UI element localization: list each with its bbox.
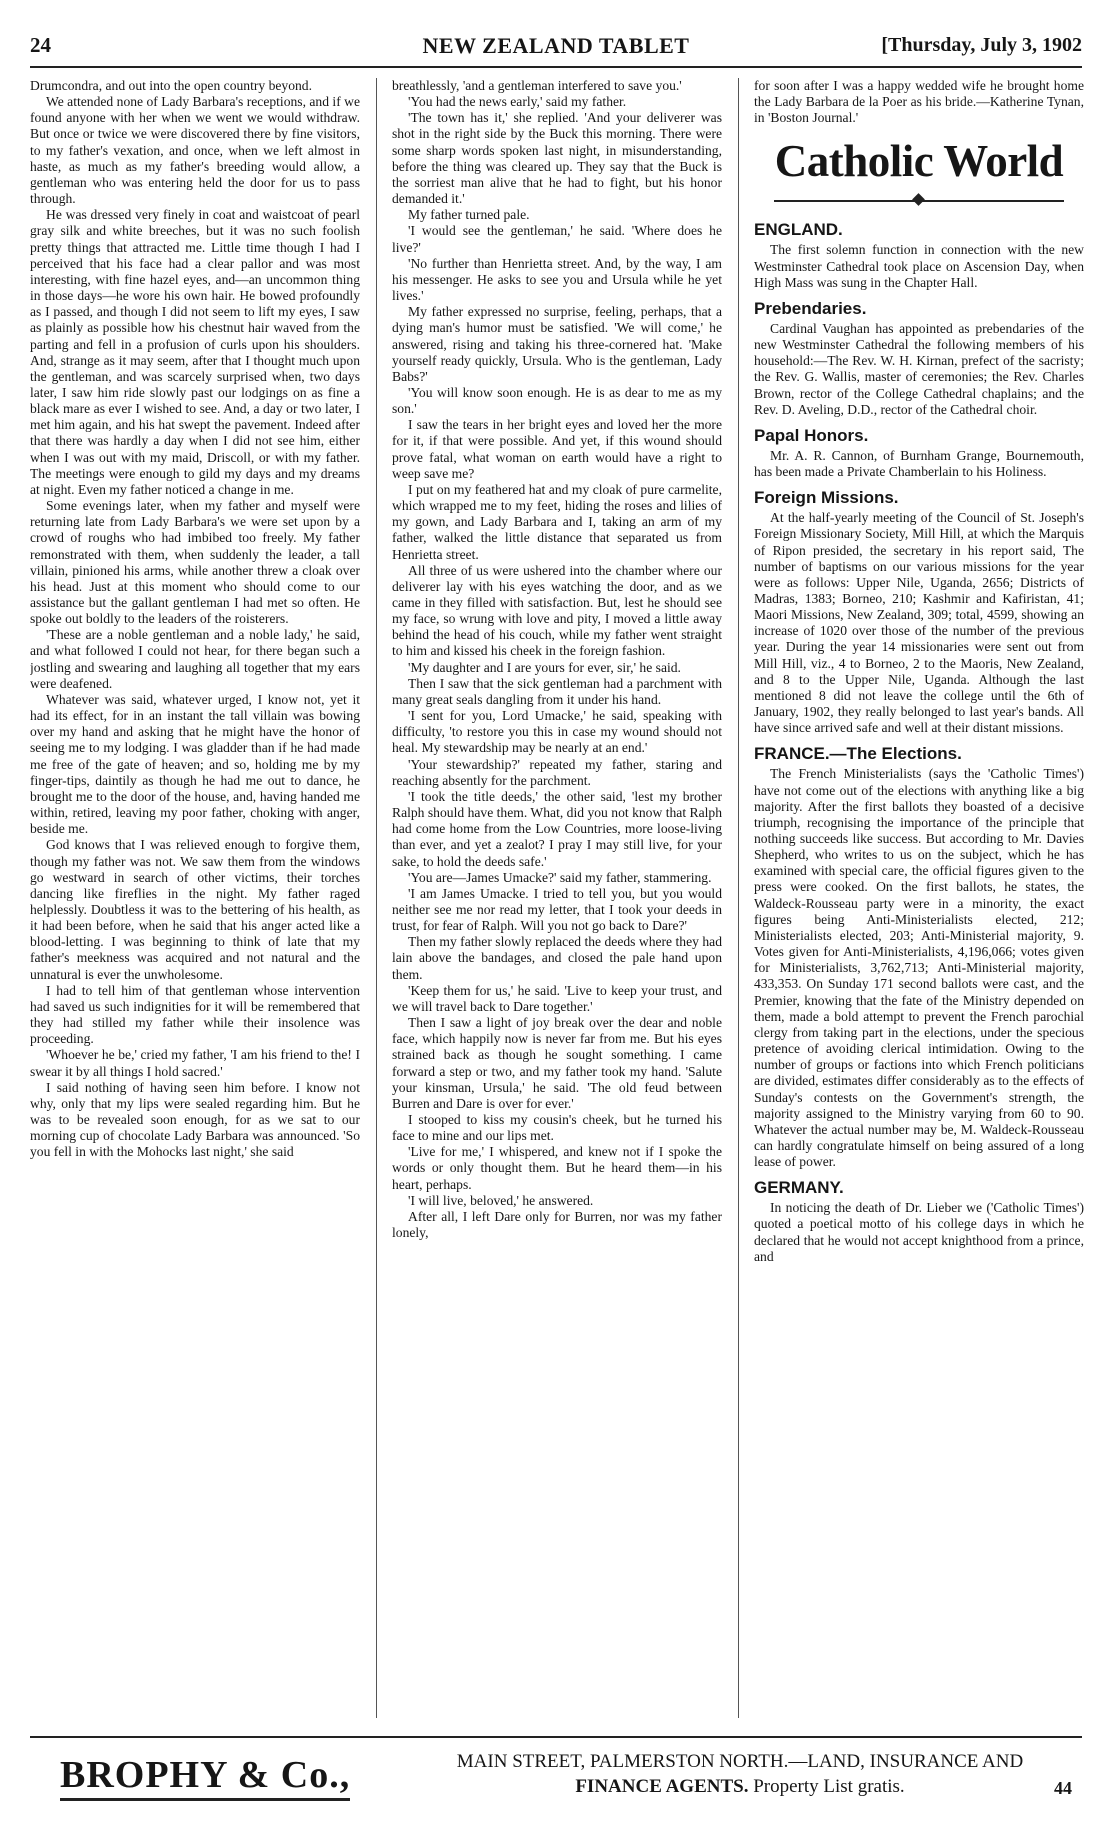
story-paragraph: 'You will know soon enough. He is as dear to me as my son.' (392, 384, 722, 417)
story-paragraph: 'My daughter and I are yours for ever, sir,' he said. (408, 659, 681, 675)
story-paragraph: All three of us were ushered into the chamber where our deliverer lay with his eyes watching the door, and as we came in they filled with satisfaction. But, lest he should see my face, so wrung with love and pity, I moved a little away behind the head of his couch, while my father went straight to him and kissed his cheek in the foreign fashion. (392, 562, 722, 659)
story-paragraph: 'The town has it,' she replied. 'And your deliverer was shot in the right side by the Buck this morning. There were some sharp words spoken last night, in misunderstanding, before the thing was cleared up. They say that the Buck is the sorriest man alive that he had to fight, but his honor demanded it.' (392, 110, 722, 207)
page-number: 24 (30, 33, 51, 57)
news-heading: FRANCE.—The Elections. (754, 744, 962, 764)
news-heading: Papal Honors. (754, 425, 869, 445)
story-paragraph: 'I would see the gentleman,' he said. 'Where does he live?' (392, 223, 722, 255)
advert-mark: 44 (1054, 1778, 1072, 1798)
news-paragraph: In noticing the death of Dr. Lieber we ('Catholic Times') quoted a poetical motto of his college days in which he declared that he would not accept knighthood from a prince, and (754, 1200, 1084, 1264)
advert-services (400, 1775, 1080, 1799)
catholic-world-column (754, 78, 1084, 1723)
issue-date: [Thursday, July 3, 1902 (881, 34, 1082, 56)
story-paragraph: I put on my feathered hat and my cloak of pure carmelite, which wrapped me to my feet, hiding the roses and lilies of my gown, and Lady Barbara and I, taking an arm of my father, walked the little distance that separated us from Henrietta street. (392, 481, 722, 562)
ornamental-rule (774, 194, 1064, 208)
story-column-1 (30, 78, 360, 1723)
news-paragraph: The first solemn function in connection with the new Westminster Cathedral took place on Ascension Day, when High Mass was sung in the Chapter Hall. (754, 242, 1084, 290)
story-paragraph: 'You had the news early,' said my father. (408, 94, 627, 110)
news-heading: GERMANY. (754, 1178, 844, 1198)
column-rule (376, 78, 377, 1718)
news-heading: Foreign Missions. (754, 488, 899, 508)
story-paragraph: 'Your stewardship?' repeated my father, staring and reaching absently for the parchment. (392, 756, 722, 788)
ornament-diamond (912, 194, 925, 207)
story-paragraph: Drumcondra, and out into the open country beyond. (30, 78, 313, 93)
news-paragraph: Cardinal Vaughan has appointed as prebendaries of the new Westminster Cathedral the following members of his household:—The Rev. W. H. Kirnan, prefect of the sacristy; the Rev. G. Wallis, master of ceremonies; the Rev. Charles Brown, rector of the College Cathedral chaplains; and the Rev. D. Aveling, D.D., rector of the Cathedral choir. (754, 320, 1084, 417)
news-paragraph: At the half-yearly meeting of the Council of St. Joseph's Foreign Missionary Society, Mill Hill, at which the Marquis of Ripon presided, the secretary in his report said, The number of baptisms on our various missions for the year were as follows: Upper Nile, Uganda, 2656; Districts of Madras, 1383; Borneo, 210; Kashmir and Kafiristan, 41; Maori Missions, New Zealand, 309; total, 4599, showing an increase of 1020 over those of the number of the previous year. During the year 14 missionaries were sent out from Mill Hill, viz., 4 to Borneo, 2 to the Maoris, New Zealand, and 8 to the Upper Nile, Uganda. Although the last mentioned 8 did not leave the college until the 6th of January, 1902, they really belonged to last year's bands. All have since arrived safe and well at their distant missions. (754, 510, 1084, 736)
news-paragraph: The French Ministerialists (says the 'Catholic Times') have not come out of the elections with anything like a big majority. After the first ballots they boasted of a decisive triumph, recognising the importance of the principle that nothing succeeds like success. But according to Mr. Davies Shepherd, who writes to us on the subject, which he has examined with special care, the official figures given to the press were cooked. On the first ballots, he states, the Waldeck-Rousseau party were in a minority, the exact figures being Anti-Ministerialists elected, 212; Ministerialists elected, 203; Anti-Ministerial majority, 9. Votes given for Anti-Ministerialists, 4,196,066; votes given for Ministerialists, 3,762,713; Anti-Ministerial majority, 433,353. On Sunday 171 second ballots were cast, and the Premier, knowing that the fate of the Ministry depended on them, made a bold attempt to prevent the French parochial clergy from taking part in the elections, under the specious pretence of avoiding clerical intimidation. Owing to the number of groups or factions into which French politicians are divided, estimates differ considerably as to the effects of Sunday's contests on the Government's strength, the majority assigned to the Ministry varying from 60 to 90. Whatever the actual number may be, M. Waldeck-Rousseau can hardly congratulate himself on being assured of a long lease of power. (754, 766, 1084, 1170)
newspaper-title: NEW ZEALAND TABLET (422, 33, 690, 58)
advert-address: MAIN STREET, PALMERSTON NORTH.—LAND, INSURANCE AND (456, 1751, 1024, 1772)
story-paragraph: I stooped to kiss my cousin's cheek, but he turned his face to mine and our lips met. (392, 1112, 722, 1144)
story-paragraph: 'I am James Umacke. I tried to tell you, but you would neither see me nor read my letter, that I took your deeds in trust, for fear of Ralph. Will you not go back to Dare?' (392, 885, 722, 934)
story-paragraph: 'You are—James Umacke?' said my father, stammering. (408, 869, 712, 885)
story-column-2 (392, 78, 722, 1723)
news-heading: ENGLAND. (754, 220, 843, 240)
story-paragraph: Some evenings later, when my father and myself were returning late from Lady Barbara's we were set upon by a crowd of roughs who had imbibed too freely. My father remonstrated with them, when suddenly the leader, a tall villain, pinioned his arms, while another threw a cloak over his head. Just at this moment who should come to our assistance but the gallant gentleman I had met so often. He spoke out boldly to the leaders of the roisterers. (30, 498, 360, 627)
story-paragraph: I saw the tears in her bright eyes and loved her the more for it, if that were possible. And yet, if this wound should prove fatal, what woman on earth would have a right to weep save me? (392, 417, 722, 481)
advert-company-name: BROPHY & Co., (60, 1752, 350, 1801)
story-paragraph: Then I saw a light of joy break over the dear and noble face, which happily now is never far from me. But his eyes strained back as though he sought something. I came forward a step or two, and my father took my hand. 'Salute your kinsman, Ursula,' he said. 'The old feud between Burren and Dare is over for ever.' (392, 1015, 722, 1111)
advert-property-list: Property List gratis. (753, 1776, 905, 1797)
story-paragraph: 'I took the title deeds,' the other said, 'lest my brother Ralph should have them. What, did you not know that Ralph had come home from the Low Countries, more loose-living than ever, and yet a zealot? I pray I may still live, for your sake, to hold the deeds safe.' (392, 788, 722, 869)
story-paragraph: After all, I left Dare only for Burren, nor was my father lonely, (392, 1208, 722, 1241)
story-paragraph: 'I sent for you, Lord Umacke,' he said, speaking with difficulty, 'to restore you this in case my wound should not heal. My stewardship may be nearly at an end.' (392, 708, 722, 756)
story-paragraph: 'Whoever he be,' cried my father, 'I am his friend to the! I swear it by all things I hold sacred.' (30, 1047, 360, 1079)
story-paragraph: 'Live for me,' I whispered, and knew not if I spoke the words or only thought them. But he heard them—in his heart, perhaps. (392, 1144, 722, 1192)
story-paragraph: God knows that I was relieved enough to forgive them, though my father was not. We saw them from the windows go westward in search of other victims, their torches dancing like fireflies in the night. My father raged helplessly. Doubtless it was to the bettering of his health, as it had been before, when he said that his anger acted like a blood-letting. I was beginning to think of late that my father's meekness was acquired and not natural and the unnatural is ever the unwholesome. (30, 837, 360, 982)
story-paragraph: breathlessly, 'and a gentleman interfered to save you.' (392, 78, 682, 93)
story-paragraph: Whatever was said, whatever urged, I know not, yet it had its effect, for in an instant the tall villain was bowing over my hand and asking that he might have the honor of seeing me to my lodging. I was gladder than if he had made me free of the gate of heaven; and so, holding me by my finger-tips, daintily as though he had me out to dance, he brought me to the door of the house, and, having handed me within, retired, leaving my poor father, choking with anger, beside me. (30, 691, 360, 837)
story-paragraph: My father expressed no surprise, feeling, perhaps, that a dying man's humor must be satisfied. 'We will come,' he answered, rising and taking his three-cornered hat. 'Make yourself ready quickly, Ursula. Who is the gentleman, Lady Babs?' (392, 304, 722, 384)
story-paragraph: Then my father slowly replaced the deeds where they had lain above the bandages, and closed the pale hand upon them. (392, 934, 722, 982)
story-paragraph: 'I will live, beloved,' he answered. (408, 1192, 594, 1208)
story-paragraph: 'These are a noble gentleman and a noble lady,' he said, and what followed I could not hear, for there began such a jostling and swearing and laughing all together that my ears were deafened. (30, 627, 360, 691)
news-paragraph: Mr. A. R. Cannon, of Burnham Grange, Bournemouth, has been made a Private Chamberlain to his Holiness. (754, 447, 1084, 480)
column-rule (738, 78, 739, 1718)
story-paragraph: We attended none of Lady Barbara's receptions, and if we found anyone with her when we went we would withdraw. But once or twice we were discovered there by fine visitors, to my father's vexation, and once, when we left almost in haste, as much as my father's breeding would allow, a gentleman who was entering held the door for us to pass through. (30, 94, 360, 207)
story-paragraph: My father turned pale. (408, 207, 530, 223)
story-paragraph: I said nothing of having seen him before. I know not why, only that my lips were sealed regarding him. But he was to be revealed soon enough, for as we sat to our morning cup of chocolate Lady Barbara was announced. 'So you fell in with the Mohocks last night,' she said (30, 1079, 360, 1160)
story-paragraph: 'No further than Henrietta street. And, by the way, I am his messenger. He asks to see you and Ursula while he yet lives.' (392, 255, 722, 304)
story-conclusion: for soon after I was a happy wedded wife he brought home the Lady Barbara de la Poer as his bride.—Katherine Tynan, in 'Boston Journal.' (754, 78, 1084, 126)
section-title: Catholic World (774, 136, 1064, 187)
story-paragraph: 'Keep them for us,' he said. 'Live to keep your trust, and we will travel back to Dare together.' (392, 982, 722, 1014)
footer-rule (30, 1736, 1082, 1738)
story-paragraph: Then I saw that the sick gentleman had a parchment with many great seals dangling from it under his hand. (392, 675, 722, 707)
news-heading: Prebendaries. (754, 298, 867, 318)
story-paragraph: I had to tell him of that gentleman whose intervention had saved us such indignities for it will be remembered that they had stilled my father while their insolence was proceeding. (30, 982, 360, 1047)
advert-agents: FINANCE AGENTS. (575, 1776, 749, 1797)
story-paragraph: He was dressed very finely in coat and waistcoat of pearl gray silk and white breeches, but it was no such foolish pretty things that attracted me. Little time though I had I perceived that his face had a clear pallor and was most interesting, with fine hazel eyes, and—an uncommon thing in those days—he wore his own hair. He bowed profoundly as I passed, and though I did not seem to lift my eyes, I saw as plainly as possible how his chestnut hair waved from the parting and fell in a profusion of curls upon his shoulders. And, strange as it may seem, after that I thought much upon the gentleman, and was scarcely surprised when, two days later, I saw him ride slowly past our lodgings on as fine a black mare as ever I wished to see. And, a day or two later, I met him again, and his hat swept the pavement. Indeed after that there was hardly a day when I did not see him, either when I was out with my maid, Driscoll, or with my father. The meetings were enough to gild my days and my dreams at night. Even my father noticed a change in me. (30, 207, 360, 497)
masthead (30, 30, 1082, 68)
